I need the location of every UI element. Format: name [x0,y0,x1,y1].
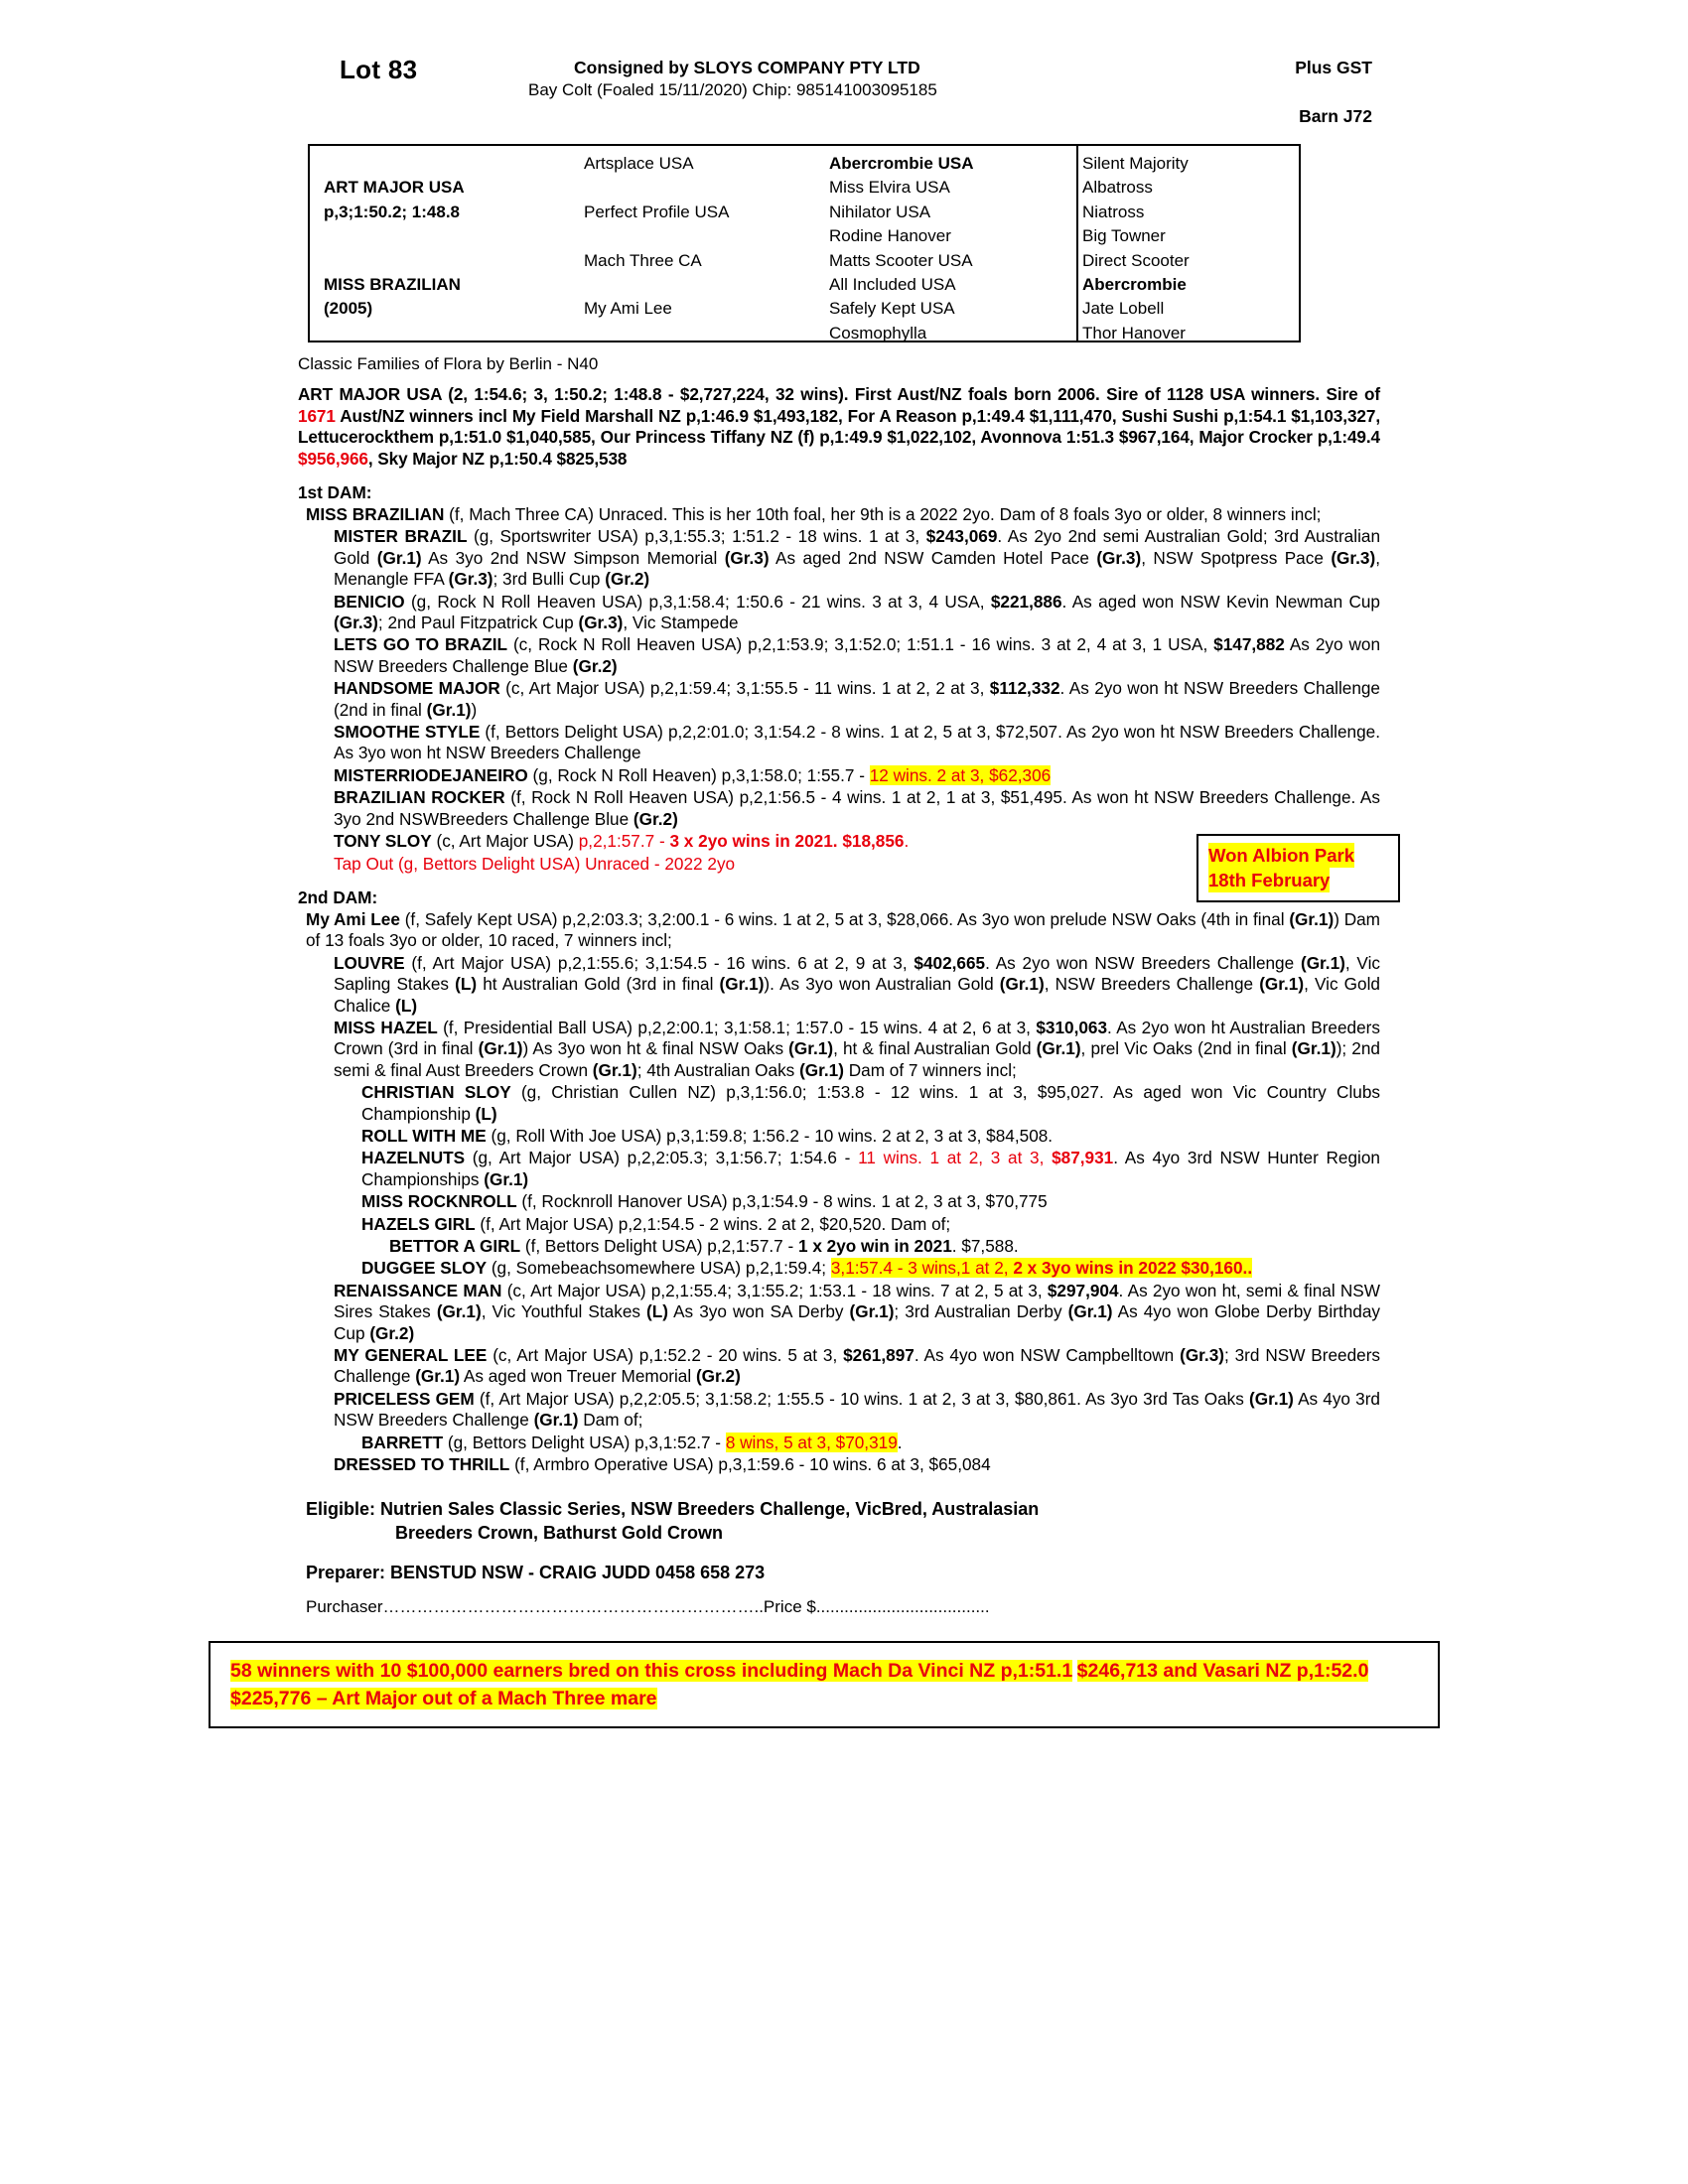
progeny-name: BENICIO [334,591,405,612]
entry-segment: ht Australian Gold (3rd in final [477,974,720,995]
pedigree-cell: Silent Majority [1082,154,1189,173]
pedigree-cell: Mach Three CA [584,250,702,270]
entry-segment: (Gr.3) [724,547,770,568]
entry-segment: ); 2nd semi & final Aust Breeders Crown [334,1038,1380,1080]
entry-segment: . As 2yo won ht, semi & final NSW Sires Stakes [334,1280,1380,1322]
progeny-name: HAZELS GIRL [361,1213,476,1234]
second-dam-name: My Ami Lee [306,908,400,929]
entry-segment: (f, Safely Kept USA) p,2,2:03.3; 3,2:00.1 - 6 wins. 1 at 2, 5 at 3, $28,066. As 3yo won prelude NSW Oaks (4th in final [399,908,1290,929]
entry-segment: (Gr.2) [369,1322,415,1343]
entry-segment: Dam of 7 winners incl; [843,1059,1017,1080]
entry-segment: As 3yo 2nd NSW Simpson Memorial [421,547,725,568]
entry-segment: As 4yo 3rd NSW Breeders Challenge [334,1388,1380,1431]
eligible-line2: Breeders Crown, Bathurst Gold Crown [395,1523,724,1544]
progeny-name: CHRISTIAN SLOY [361,1082,511,1103]
progeny-name: LETS GO TO BRAZIL [334,634,508,655]
pedigree-cell: Matts Scooter USA [829,250,973,270]
albion-line-2: 18th February [1208,870,1331,890]
entry-segment: (Gr.3) [334,613,378,633]
entry-segment: (Gr.3) [1331,547,1376,568]
entry-segment: . [904,831,910,852]
entry-segment: (f, Presidential Ball USA) p,2,2:00.1; 3,1:58.1; 1:57.0 - 15 wins. 4 at 2, 6 at 3, [437,1017,1037,1037]
progeny-entry [334,678,1380,721]
pedigree-cell: Albatross [1082,178,1153,198]
entry-segment: (Gr.1) [1248,1388,1294,1409]
progeny-entry [334,722,1380,764]
entry-segment: p,2,1:57.7 - [578,831,670,852]
entry-segment: (g, Art Major USA) p,2,2:05.3; 3,1:56.7; 1:54.6 - [465,1148,859,1168]
progeny-entry [361,1433,1380,1453]
progeny-name: DUGGEE SLOY [361,1258,488,1279]
eligible-label: Eligible: [306,1499,376,1520]
entry-segment: As aged 2nd NSW Camden Hotel Pace [769,547,1097,568]
pedigree-table [308,144,1301,342]
progeny-name: SMOOTHE STYLE [334,722,481,743]
entry-segment: , Vic Stampede [623,613,739,633]
eligible-line1: Nutrien Sales Classic Series, NSW Breeders Challenge, VicBred, Australasian [375,1499,1040,1520]
sire-summary-paragraph [298,384,1380,470]
consignor-line: Consigned by SLOYS COMPANY PTY LTD [574,58,920,77]
foaling-details: Bay Colt (Foaled 15/11/2020) Chip: 985141003095185 [528,80,937,99]
entry-segment: . As 4yo 3rd NSW Hunter Region Championships [361,1148,1380,1189]
pedigree-cell: Perfect Profile USA [584,202,730,221]
entry-segment: (Gr.2) [572,655,618,676]
page-header [298,55,1380,134]
entry-segment: (f, Rock N Roll Heaven USA) p,2,1:56.5 - 4 wins. 1 at 2, 1 at 3, $51,495. As won ht NSW Breeders Challenge. As 3yo 2nd NSWBreeders Challenge Blue [334,787,1380,829]
progeny-entry [361,1191,1380,1212]
preparer-line: Preparer: BENSTUD NSW - CRAIG JUDD 0458 658 273 [306,1563,766,1583]
entry-segment: (f, Art Major USA) p,2,1:55.6; 3,1:54.5 - 16 wins. 6 at 2, 9 at 3, [404,952,914,973]
entry-segment: (f, Art Major USA) p,2,2:05.5; 3,1:58.2; 1:55.5 - 10 wins. 1 at 2, 3 at 3, $80,861. As 3yo 3rd Tas Oaks [474,1388,1249,1409]
entry-segment: (c, Art Major USA) p,2,1:55.4; 3,1:55.2; 1:53.1 - 18 wins. 7 at 2, 5 at 3, [501,1280,1048,1300]
pedigree-cell: Niatross [1082,202,1145,221]
progeny-entry [334,1281,1380,1344]
entry-segment: , NSW Breeders Challenge [1044,974,1260,995]
entry-segment: (f, Bettors Delight USA) p,2,1:57.7 - [520,1236,798,1256]
entry-segment: (Gr.1) [1289,908,1335,929]
entry-segment: (Gr.1) [592,1059,637,1080]
entry-segment: , prel Vic Oaks (2nd in final [1080,1038,1292,1059]
progeny-entry [361,1126,1380,1147]
progeny-entry [334,953,1380,1017]
entry-segment: $221,886 [990,591,1062,612]
entry-segment: (Gr.1) [533,1410,579,1431]
entry-segment: (Gr.1) [376,547,422,568]
entry-segment: As aged won Treuer Memorial [460,1366,696,1387]
entry-segment: , Vic Youthful Stakes [481,1301,647,1322]
entry-segment: Dam of; [578,1410,643,1431]
entry-segment: As 3yo won SA Derby [667,1301,850,1322]
entry-segment: ; 3rd NSW Breeders Challenge [334,1345,1381,1387]
entry-segment: (g, Somebeachsomewhere USA) p,2,1:59.4; [487,1258,831,1279]
entry-segment: (Gr.1) [1300,952,1345,973]
first-dam-heading: 1st DAM: [298,482,372,502]
cross-line-1: 58 winners with 10 $100,000 earners bred on this cross including Mach Da Vinci NZ p,1:51.1 [230,1660,1073,1683]
entry-segment: (f, Art Major USA) p,2,1:54.5 - 2 wins. 2 at 2, $20,520. Dam of; [475,1213,951,1234]
entry-segment: (Gr.1) [999,974,1045,995]
progeny-name: MISS ROCKNROLL [361,1191,517,1212]
won-albion-park-callout [1196,834,1400,902]
entry-segment: ). As 3yo won Australian Gold [764,974,1000,995]
pedigree-cell [584,176,812,200]
entry-segment: (Gr.3) [578,613,624,633]
entry-segment: . As 2yo won ht Australian Breeders Crown (3rd in final [334,1017,1380,1059]
entry-segment: . As 2yo won NSW Breeders Challenge [985,952,1301,973]
entry-segment: $297,904 [1047,1280,1119,1300]
first-dam-intro [306,504,1380,525]
eligible-block [306,1497,1309,1545]
pedigree-cell: All Included USA [829,275,956,295]
pedigree-cell: Jate Lobell [1082,299,1165,319]
entry-segment: Tap Out (g, Bettors Delight USA) Unraced - 2022 2yo [334,853,736,874]
entry-segment: (Gr.1) [1291,1038,1336,1059]
progeny-name: PRICELESS GEM [334,1388,475,1409]
entry-segment: (Gr.1) [799,1059,844,1080]
pedigree-cell: Artsplace USA [584,154,694,173]
entry-segment: . As 2yo 2nd semi Australian Gold; 3rd Australian Gold [334,526,1381,568]
pedigree-column-sire-dam [324,152,572,322]
entry-segment: (c, Rock N Roll Heaven USA) p,2,1:53.9; 3,1:52.0; 1:51.1 - 16 wins. 3 at 2, 4 at 3, 1 USA, [507,634,1214,655]
pedigree-cell: Nihilator USA [829,202,931,221]
entry-segment: (c, Art Major USA) [431,831,579,852]
purchaser-line: Purchaser…………………………………………………………..Price $..................................... [306,1597,990,1617]
progeny-name: RENAISSANCE MAN [334,1280,502,1300]
progeny-name: BARRETT [361,1432,444,1452]
cross-line-2: $246,713 and Vasari NZ p,1:52.0 $225,776 – Art Major out of a Mach Three mare [230,1660,1369,1710]
albion-line-1: Won Albion Park [1208,845,1354,866]
progeny-name: MISTER BRAZIL [334,526,468,547]
second-dam-progeny-list [298,953,1380,1476]
entry-segment: , Vic Gold Chalice [334,974,1380,1016]
entry-segment: (Gr.1) [1036,1038,1081,1059]
entry-segment: (Gr.1) [849,1301,895,1322]
entry-segment: 3 x 2yo wins in 2021. $18,856 [669,831,905,852]
entry-segment: (Gr.1) [1259,974,1305,995]
first-dam-progeny-list [298,526,1380,875]
progeny-entry [334,634,1380,677]
entry-segment: ; 3rd Australian Derby [894,1301,1068,1322]
pedigree-cell: Miss Elvira USA [829,178,950,198]
progeny-name: HAZELNUTS [361,1148,466,1168]
entry-segment: . As 2yo won ht NSW Breeders Challenge (2nd in final [334,678,1380,720]
entry-segment: (Gr.1) [415,1366,461,1387]
entry-segment: $261,897 [843,1345,914,1366]
entry-segment: $402,665 [914,952,986,973]
first-dam-name: MISS BRAZILIAN [306,504,445,524]
pedigree-cell [584,224,812,248]
entry-segment: (Gr.1) [478,1038,523,1059]
entry-segment: (L) [646,1301,668,1322]
pedigree-dam-name: MISS BRAZILIAN [324,274,461,294]
entry-segment: (c, Art Major USA) p,1:52.2 - 20 wins. 5 at 3, [487,1345,844,1366]
entry-segment: (f, Armbro Operative USA) p,3,1:59.6 - 10 wins. 6 at 3, $65,084 [509,1454,991,1475]
entry-segment: $310,063 [1036,1017,1108,1037]
pedigree-dam-year: (2005) [324,299,373,319]
pedigree-cell [584,273,812,297]
entry-segment: (g, Rock N Roll Heaven) p,3,1:58.0; 1:55.7 - [527,764,870,785]
progeny-name: LOUVRE [334,952,405,973]
classic-families-line: Classic Families of Flora by Berlin - N40 [298,354,599,373]
entry-segment: ) Dam of 13 foals 3yo or older, 10 raced, 7 winners incl; [306,908,1380,951]
pedigree-column-3 [829,152,1077,345]
first-dam-intro-text: (f, Mach Three CA) Unraced. This is her 10th foal, her 9th is a 2022 2yo. Dam of 8 foals 3yo or older, 8 winners incl; [444,504,1322,524]
progeny-name: DRESSED TO THRILL [334,1454,510,1475]
progeny-entry [361,1148,1380,1190]
entry-segment: , NSW Spotpress Pace [1141,547,1332,568]
entry-segment: As 4yo won Globe Derby Birthday Cup [334,1301,1380,1343]
cross-statistics-box [209,1641,1440,1728]
entry-segment: 2 x 3yo wins in 2022 $30,160.. [1013,1258,1253,1279]
progeny-entry [334,1389,1380,1432]
entry-segment: . [897,1432,903,1452]
entry-segment: (L) [455,974,478,995]
entry-segment: . $7,588. [951,1236,1019,1256]
entry-segment: (Gr.1) [426,699,472,720]
entry-segment: $147,882 [1213,634,1285,655]
entry-segment: 8 wins, 5 at 3, $70,319 [725,1432,898,1452]
page-content [230,55,1381,1728]
entry-segment: $87,931 [1052,1148,1114,1168]
entry-segment: (g, Rock N Roll Heaven USA) p,3,1:58.4; 1:50.6 - 21 wins. 3 at 3, 4 USA, [404,591,991,612]
progeny-entry [334,1018,1380,1081]
entry-segment: , Menangle FFA [334,547,1380,590]
pedigree-cell: My Ami Lee [584,299,672,319]
entry-segment: (g, Sportswriter USA) p,3,1:55.3; 1:51.2 - 18 wins. 1 at 3, [467,526,926,547]
progeny-name: MY GENERAL LEE [334,1345,488,1366]
pedigree-cell: Safely Kept USA [829,299,955,319]
entry-segment: (g, Christian Cullen NZ) p,3,1:56.0; 1:53.8 - 12 wins. 1 at 3, $95,027. As aged won Vic Country Clubs Championship [361,1082,1380,1124]
pedigree-cell: Direct Scooter [1082,250,1190,270]
pedigree-cell: Thor Hanover [1082,323,1186,342]
entry-segment: (Gr.2) [633,808,678,829]
progeny-entry [334,526,1380,590]
progeny-name: ROLL WITH ME [361,1125,487,1146]
progeny-entry [361,1214,1380,1235]
plus-gst-label: Plus GST [1295,58,1372,77]
entry-segment: (g, Bettors Delight USA) p,3,1:52.7 - [443,1432,726,1452]
entry-segment: (Gr.3) [1096,547,1142,568]
entry-segment: ; 2nd Paul Fitzpatrick Cup [377,613,579,633]
entry-segment: (Gr.2) [695,1366,741,1387]
pedigree-column-2 [584,152,812,322]
pedigree-sire-name: ART MAJOR USA [324,178,465,198]
entry-segment: 1 x 2yo win in 2021 [798,1236,952,1256]
entry-segment: (Gr.1) [484,1168,529,1189]
entry-segment: 3,1:57.4 - 3 wins,1 at 2, [830,1258,1014,1279]
entry-segment: 12 wins. 2 at 3, $62,306 [869,764,1052,785]
entry-segment: As 2yo won NSW Breeders Challenge Blue [334,634,1380,676]
entry-segment: . As 4yo won NSW Campbelltown [914,1345,1181,1366]
progeny-name: MISS HAZEL [334,1017,438,1037]
sire-winners-count: 1671 [298,405,336,426]
entry-segment: ) As 3yo won ht & final NSW Oaks [522,1038,789,1059]
progeny-name: BETTOR A GIRL [389,1236,521,1256]
entry-segment: (Gr.1) [436,1301,482,1322]
pedigree-cell: Abercrombie USA [829,154,974,173]
progeny-name: HANDSOME MAJOR [334,678,500,699]
progeny-entry [389,1236,1380,1257]
entry-segment: $112,332 [989,678,1060,699]
pedigree-column-4 [1082,152,1291,345]
entry-segment: (Gr.1) [788,1038,834,1059]
entry-segment: ; 4th Australian Oaks [636,1059,800,1080]
entry-segment: (Gr.1) [719,974,765,995]
entry-segment: (c, Art Major USA) p,2,1:59.4; 3,1:55.5 - 11 wins. 1 at 2, 2 at 3, [499,678,990,699]
entry-segment: , ht & final Australian Gold [833,1038,1037,1059]
entry-segment: ; 3rd Bulli Cup [492,569,606,590]
progeny-name: BRAZILIAN ROCKER [334,787,505,808]
entry-segment: (Gr.2) [605,569,650,590]
second-dam-intro [306,909,1380,952]
entry-segment: (g, Roll With Joe USA) p,3,1:59.8; 1:56.2 - 10 wins. 2 at 2, 3 at 3, $84,508. [486,1125,1054,1146]
progeny-entry [334,592,1380,634]
sire-text-part3: , Sky Major NZ p,1:50.4 $825,538 [367,448,628,469]
lot-number: Lot 83 [340,55,418,84]
entry-segment: (L) [475,1103,497,1124]
pedigree-cell: Big Towner [1082,226,1166,246]
sire-text-part2: Aust/NZ winners incl My Field Marshall NZ p,1:46.9 $1,493,182, For A Reason p,1:49.4 $1,111,470, Sushi Sushi p,1:54.1 $1,103,327, Lettucerockthem p,1:51.0 $1,040,585, Our Princess Tiffany NZ (f) p,1:49.9 $1,022,102, Avonnova 1:51.3 $967,164, Major Crocker p,1:49.4 [298,405,1380,447]
entry-segment: (Gr.3) [1180,1345,1224,1366]
progeny-entry [334,1345,1380,1388]
entry-segment: $243,069 [925,526,998,547]
progeny-entry [334,787,1380,830]
progeny-entry [334,765,1380,786]
entry-segment: ) [471,699,478,720]
entry-segment: (L) [395,995,418,1016]
entry-segment: . As aged won NSW Kevin Newman Cup [1061,591,1380,612]
entry-segment: (Gr.1) [1067,1301,1113,1322]
pedigree-cell: Cosmophylla [829,323,927,342]
second-dam-heading: 2nd DAM: [298,887,378,907]
pedigree-sire-record: p,3;1:50.2; 1:48.8 [324,202,461,221]
sire-text-part1: ART MAJOR USA (2, 1:54.6; 3, 1:50.2; 1:48.8 - $2,727,224, 32 wins). First Aust/NZ foals born 2006. Sire of 1128 USA winners. Sire of [298,384,1380,404]
entry-segment: (Gr.3) [448,569,493,590]
sire-earnings-highlight: $956,966 [298,448,368,469]
pedigree-cell: Rodine Hanover [829,226,951,246]
progeny-entry [361,1082,1380,1125]
pedigree-cell: Abercrombie [1082,275,1187,295]
progeny-name: MISTERRIODEJANEIRO [334,764,528,785]
entry-segment: 11 wins. 1 at 2, 3 at 3, [858,1148,1053,1168]
entry-segment: (f, Rocknroll Hanover USA) p,3,1:54.9 - 8 wins. 1 at 2, 3 at 3, $70,775 [516,1191,1048,1212]
entry-segment: , Vic Sapling Stakes [334,952,1380,995]
entry-segment: (f, Bettors Delight USA) p,2,2:01.0; 3,1:54.2 - 8 wins. 1 at 2, 5 at 3, $72,507. As 2yo won ht NSW Breeders Challenge. As 3yo won ht NSW Breeders Challenge [334,722,1381,763]
progeny-name: TONY SLOY [334,831,432,852]
progeny-entry [334,1454,1380,1475]
barn-label: Barn J72 [1299,106,1372,126]
progeny-entry [361,1258,1380,1279]
